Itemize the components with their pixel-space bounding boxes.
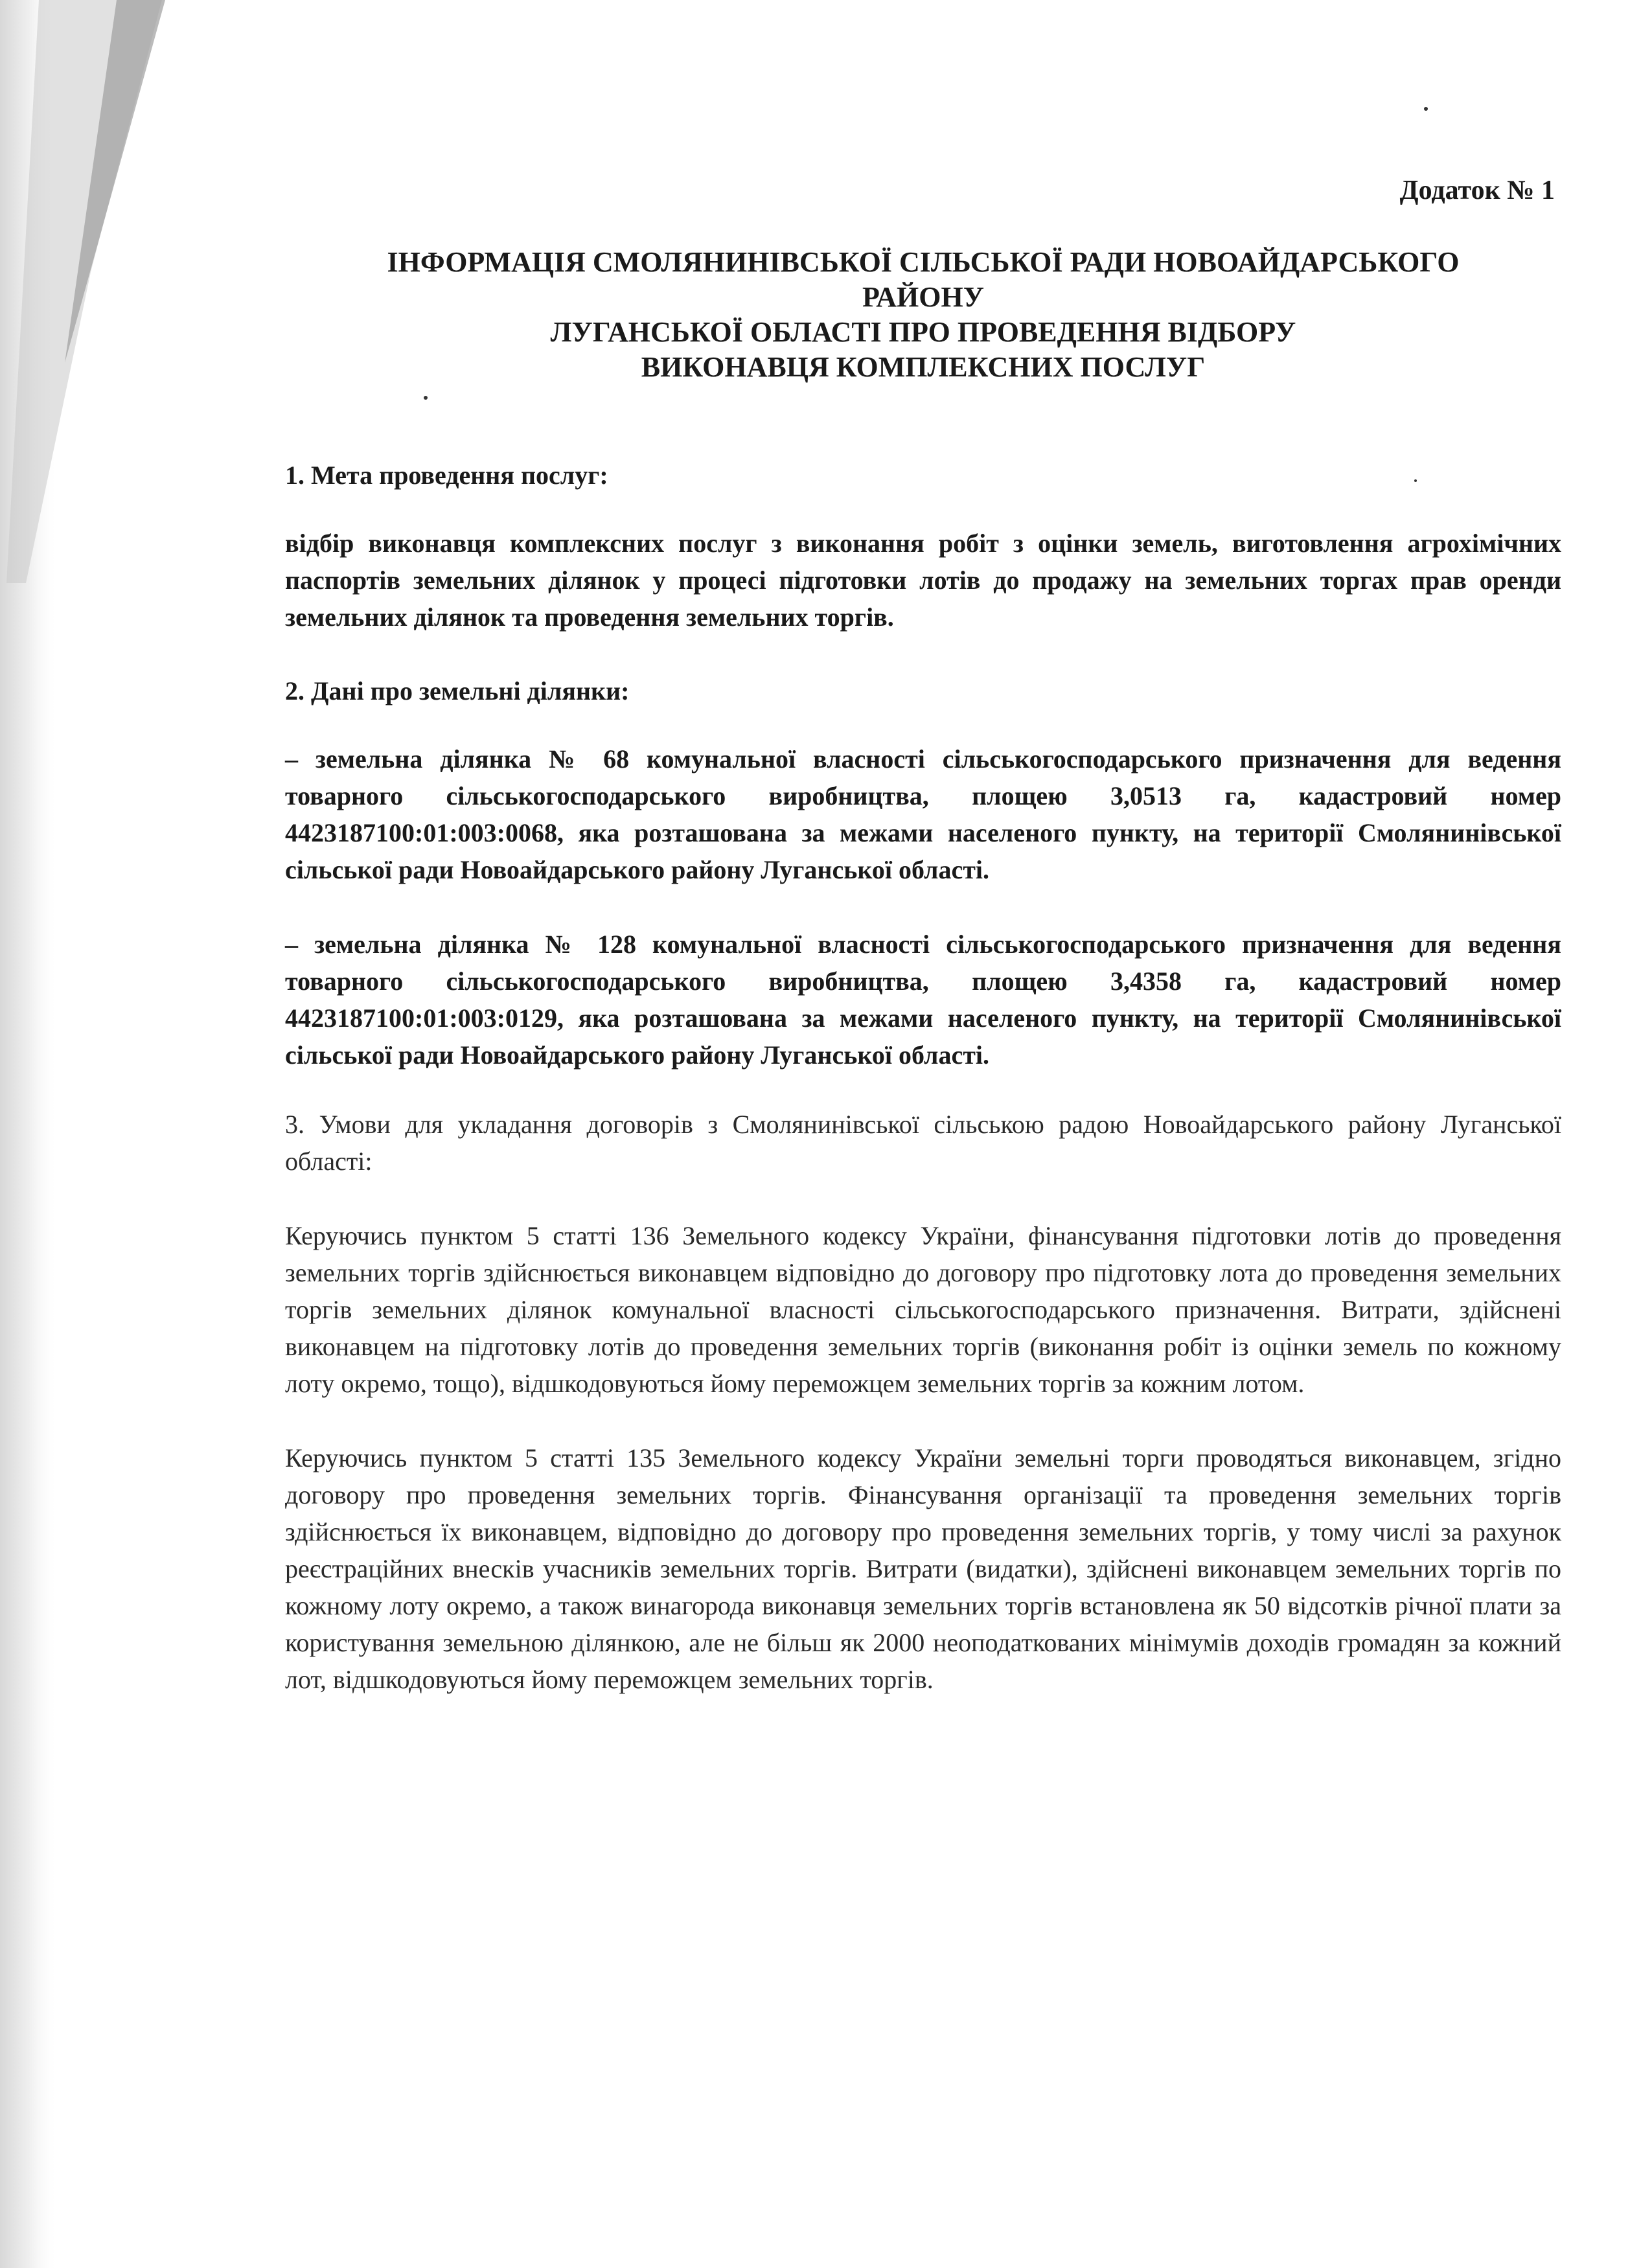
scan-speck bbox=[1424, 107, 1428, 111]
section-3-heading: 3. Умови для укладання договорів з Смолянинівської сільською радою Новоайдарського району Луганської області: bbox=[285, 1110, 1561, 1176]
scan-edge-shadow bbox=[0, 0, 168, 2268]
section-1-text: відбір виконавця комплексних послуг з виконання робіт з оцінки земель, виготовлення агрохімічних паспортів земельних ділянок у процесі підготовки лотів до продажу на земельних торгах прав оренди земельних ділянок та проведення земельних торгів. bbox=[285, 529, 1561, 632]
section-3-paragraph-2: Керуючись пунктом 5 статті 135 Земельного кодексу України земельні торги проводяться виконавцем, згідно договору про проведення земельних торгів. Фінансування організації та проведення земельних торгів здійснюється їх виконавцем, відповідно до договору про проведення земельних торгів, у тому числі за рахунок реєстраційних внесків учасників земельних торгів. Витрати (видатки), здійснені виконавцем земельних торгів по кожному лоту окремо, а також винагорода виконавця земельних торгів встановлена як 50 відсотків річної плати за користування земельною ділянкою, але не більш як 2000 неоподаткованих мінімумів доходів громадян за кожний лот, відшкодовуються йому переможцем земельних торгів. bbox=[285, 1443, 1561, 1694]
document-page bbox=[285, 175, 1561, 1735]
title-line-1: ІНФОРМАЦІЯ СМОЛЯНИНІВСЬКОЇ СІЛЬСЬКОЇ РАДИ НОВОАЙДАРСЬКОГО bbox=[387, 246, 1460, 278]
land-plot-128: – земельна ділянка № 128 комунальної власності сільськогосподарського призначення для ведення товарного сільськогосподарського виробництва, площею 3,4358 га, кадастровий номер 4423187100:01:003:0129, яка розташована за межами населеного пункту, на території Смолянинівської сільської ради Новоайдарського району Луганської області. bbox=[285, 930, 1561, 1070]
document-title bbox=[285, 245, 1561, 385]
section-1-heading: 1. Мета проведення послуг: bbox=[285, 461, 608, 490]
title-line-3: ЛУГАНСЬКОЇ ОБЛАСТІ ПРО ПРОВЕДЕННЯ ВІДБОРУ bbox=[550, 316, 1296, 348]
section-2-heading: 2. Дані про земельні ділянки: bbox=[285, 676, 630, 705]
title-line-4: ВИКОНАВЦЯ КОМПЛЕКСНИХ ПОСЛУГ bbox=[641, 351, 1206, 383]
section-3-paragraph-1: Керуючись пунктом 5 статті 136 Земельного кодексу України, фінансування підготовки лотів до проведення земельних торгів здійснюється виконавцем відповідно до договору про підготовку лота до проведення земельних торгів земельних ділянок комунальної власності сільськогосподарського призначення. Витрати, здійснені виконавцем на підготовку лотів до проведення земельних торгів (виконання робіт із оцінки земель по кожному лоту окремо, тощо), відшкодовуються йому переможцем земельних торгів за кожним лотом. bbox=[285, 1221, 1561, 1398]
title-line-2: РАЙОНУ bbox=[862, 281, 984, 313]
appendix-label: Додаток № 1 bbox=[1399, 176, 1555, 205]
land-plot-68: – земельна ділянка № 68 комунальної власності сільськогосподарського призначення для ведення товарного сільськогосподарського виробництва, площею 3,0513 га, кадастровий номер 4423187100:01:003:0068, яка розташована за межами населеного пункту, на території Смолянинівської сільської ради Новоайдарського району Луганської області. bbox=[285, 744, 1561, 884]
